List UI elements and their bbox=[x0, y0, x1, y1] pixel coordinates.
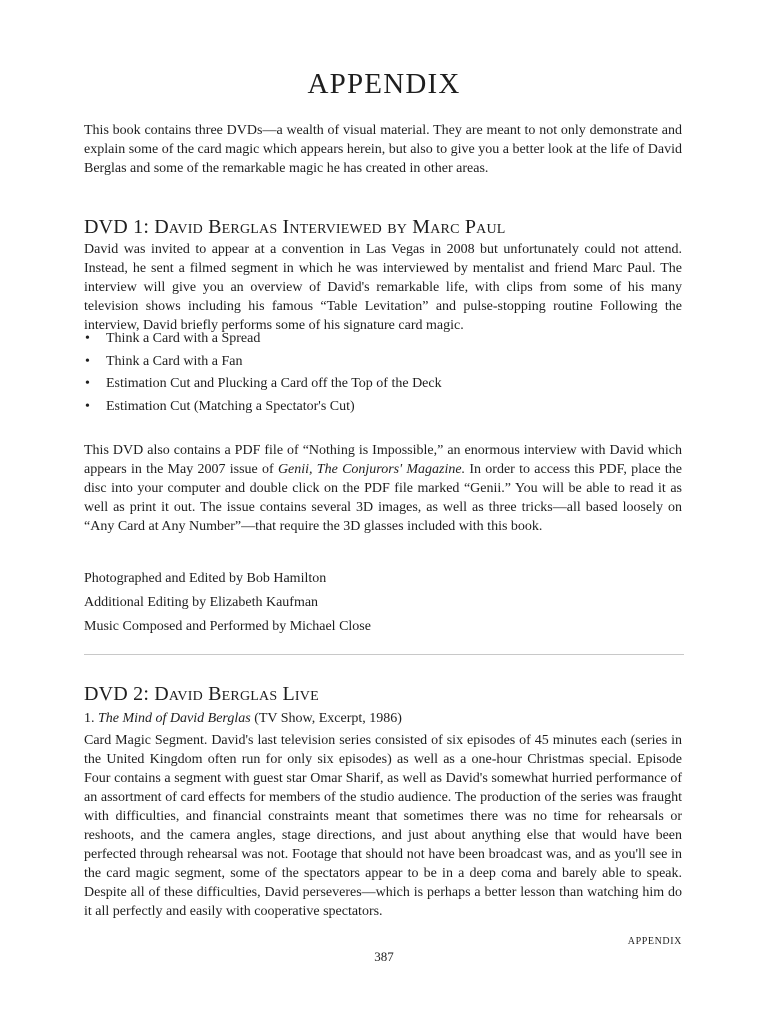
dvd2-subheading bbox=[84, 709, 402, 728]
magazine-title: Genii, The Conjurors' Magazine. bbox=[277, 462, 466, 477]
bullet-icon: • bbox=[85, 353, 90, 369]
list-item-text: Think a Card with a Fan bbox=[106, 353, 243, 369]
running-head: APPENDIX bbox=[627, 936, 682, 947]
page-title: APPENDIX bbox=[307, 68, 461, 100]
show-title: The Mind of David Berglas bbox=[98, 711, 251, 726]
book-page bbox=[84, 0, 684, 1024]
dvd1-credits bbox=[84, 570, 371, 642]
credit-line: Music Composed and Performed by Michael Close bbox=[84, 619, 371, 634]
bullet-icon: • bbox=[85, 398, 90, 414]
list-item-text: Think a Card with a Spread bbox=[106, 331, 261, 346]
list-item bbox=[84, 330, 442, 353]
dvd1-paragraph: David was invited to appear at a convention in Las Vegas in 2008 but unfortunately could not attend. Instead, he sent a filmed segment in which he was interviewed by mentalist and friend Marc Paul. The interview will give you an overview of David's remarkable life, with clips from some of his many television shows including his famous “Table Levitation” and pulse-stopping routine Following the interview, David briefly performs some of his signature card magic. bbox=[84, 242, 682, 333]
section-divider bbox=[84, 654, 684, 655]
list-item-text: Estimation Cut (Matching a Spectator's Cut) bbox=[106, 398, 355, 414]
dvd1-heading: DVD 1: David Berglas Interviewed by Marc Paul bbox=[84, 216, 506, 238]
list-item bbox=[84, 353, 442, 376]
intro-paragraph: This book contains three DVDs—a wealth of visual material. They are meant to not only demonstrate and explain some of the card magic which appears herein, but also to give you a better look at the life of David Berglas and some of the remarkable magic he has created in other areas. bbox=[84, 123, 682, 176]
list-item bbox=[84, 398, 442, 421]
pdf-paragraph bbox=[84, 441, 682, 536]
sub-number: 1. bbox=[84, 711, 95, 726]
list-item bbox=[84, 375, 442, 398]
credit-line: Additional Editing by Elizabeth Kaufman bbox=[84, 595, 319, 610]
bullet-icon: • bbox=[85, 376, 90, 391]
dvd2-paragraph: Card Magic Segment. David's last television series consisted of six episodes of 45 minutes each (series in the United Kingdom often run for only six episodes) as well as a one-hour Christmas special. Episode Four contains a segment with guest star Omar Sharif, as well as David's somewhat hurried performance of an assortment of card effects for members of the studio audience. The production of the series was fraught with difficulties, and financial constraints meant that sometimes there was no time for rehearsals or reshoots, and the camera angles, stage directions, and just about anything else that would have been perfected through rehearsal was not. Footage that should not have been broadcast was, and as you'll see in the card magic segment, some of the spectators appear to be in a deep coma and barely able to speak. Despite all of these difficulties, David perseveres—which is perhaps a better lesson than watching him do it all perfectly and easily with cooperative spectators. bbox=[84, 733, 682, 919]
show-note: (TV Show, Excerpt, 1986) bbox=[254, 711, 402, 726]
bullet-icon: • bbox=[85, 331, 90, 346]
credit-line: Photographed and Edited by Bob Hamilton bbox=[84, 571, 327, 586]
pdf-paragraph-text-start: This DVD also contains a PDF file of “Nothing is Impossible,” an enormous interview with David which appears in the May 2007 issue of bbox=[84, 443, 682, 477]
list-item-text: Estimation Cut and Plucking a Card off the Top of the Deck bbox=[106, 376, 442, 391]
dvd1-contents-list bbox=[84, 330, 442, 420]
pdf-paragraph-text-end: In order to access this PDF, place the disc into your computer and double click on the PDF file marked “Genii.” You will be able to read it as well as print it out. The issue contains several 3D images, as well as three tricks—all based loosely on “Any Card at Any Number”—that require the 3D glasses included with this book. bbox=[84, 462, 682, 534]
page-number: 387 bbox=[374, 949, 394, 964]
dvd2-heading: DVD 2: David Berglas Live bbox=[84, 683, 319, 705]
